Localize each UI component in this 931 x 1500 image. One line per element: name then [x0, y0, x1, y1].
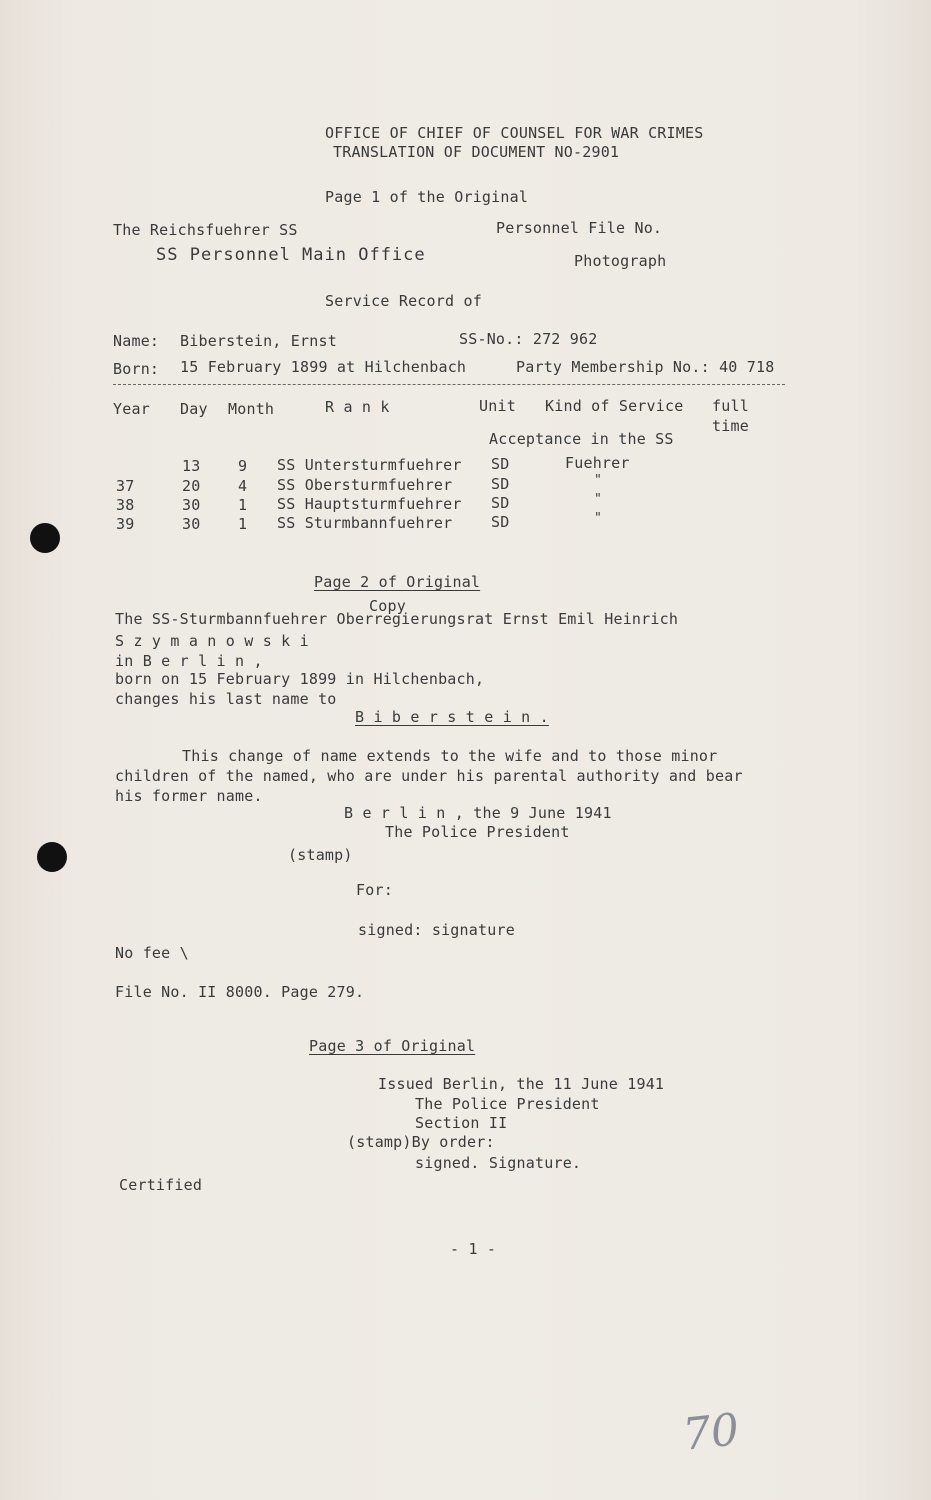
- main-office: SS Personnel Main Office: [156, 245, 426, 265]
- table-row-kind: ": [594, 473, 603, 488]
- acceptance-label: Acceptance in the SS: [489, 430, 674, 448]
- name-value: Biberstein, Ernst: [180, 332, 337, 350]
- table-row-unit: SD: [491, 455, 510, 473]
- photograph-label: Photograph: [574, 252, 667, 270]
- table-row-kind: ": [594, 492, 603, 507]
- header-line-2: TRANSLATION OF DOCUMENT NO-2901: [333, 143, 620, 161]
- place-and-date: B e r l i n , the 9 June 1941: [344, 804, 612, 822]
- table-row-day: 13: [182, 457, 201, 475]
- col-header-rank: R a n k: [325, 398, 390, 416]
- table-row-rank: SS Sturmbannfuehrer: [277, 514, 453, 532]
- table-row-kind: ": [594, 511, 603, 526]
- police-president: The Police President: [385, 823, 570, 841]
- page2-line-4: born on 15 February 1899 in Hilchenbach,: [115, 670, 485, 688]
- table-row-month: 9: [238, 457, 248, 475]
- col-header-full: full: [712, 397, 749, 415]
- page2-paragraph-1: This change of name extends to the wife and to those minor: [182, 747, 718, 765]
- col-header-unit: Unit: [479, 397, 516, 415]
- page1-heading: Page 1 of the Original: [325, 188, 529, 206]
- header-line-1: OFFICE OF CHIEF OF COUNSEL FOR WAR CRIMES: [325, 124, 704, 142]
- page2-line-5: changes his last name to: [115, 690, 337, 708]
- issuer: The Reichsfuehrer SS: [113, 221, 298, 239]
- table-row-rank: SS Hauptsturmfuehrer: [277, 495, 462, 513]
- page3-signed: signed. Signature.: [415, 1154, 582, 1172]
- table-row-unit: SD: [491, 475, 510, 493]
- handwritten-number: 70: [680, 1404, 742, 1461]
- name-label: Name:: [113, 332, 160, 350]
- table-row-rank: SS Untersturmfuehrer: [277, 456, 462, 474]
- table-row-rank: SS Obersturmfuehrer: [277, 476, 453, 494]
- table-row-month: 4: [238, 477, 248, 495]
- page2-line-1: The SS-Sturmbannfuehrer Oberregierungsrat Ernst Emil Heinrich: [115, 610, 679, 628]
- table-row-day: 30: [182, 515, 201, 533]
- table-row-day: 20: [182, 477, 201, 495]
- table-row-day: 30: [182, 496, 201, 514]
- born-label: Born:: [113, 360, 160, 378]
- no-fee: No fee \: [115, 944, 189, 962]
- col-header-time: time: [712, 417, 749, 435]
- service-record-heading: Service Record of: [325, 292, 482, 310]
- by-order: (stamp)By order:: [347, 1133, 495, 1151]
- table-row-year: 37: [116, 477, 135, 495]
- ss-number: SS-No.: 272 962: [459, 330, 598, 348]
- page2-line-2: S z y m a n o w s k i: [115, 632, 309, 650]
- page3-heading: Page 3 of Original: [309, 1037, 476, 1055]
- col-header-day: Day: [180, 400, 208, 418]
- copy-label: Copy: [369, 597, 406, 615]
- punch-hole-top: [30, 523, 60, 553]
- table-row-year: 39: [116, 515, 135, 533]
- table-row-unit: SD: [491, 494, 510, 512]
- table-row-month: 1: [238, 515, 248, 533]
- page3-police-president: The Police President: [415, 1095, 600, 1113]
- dashed-separator: [113, 384, 785, 385]
- page2-heading: Page 2 of Original: [314, 573, 481, 591]
- issued-line: Issued Berlin, the 11 June 1941: [378, 1075, 665, 1093]
- table-row-unit: SD: [491, 513, 510, 531]
- new-surname: B i b e r s t e i n .: [355, 708, 549, 726]
- page2-paragraph-3: his former name.: [115, 787, 263, 805]
- punch-hole-bottom: [37, 842, 67, 872]
- col-header-year: Year: [113, 400, 150, 418]
- table-row-month: 1: [238, 496, 248, 514]
- page-number: - 1 -: [450, 1240, 497, 1258]
- signed-signature: signed: signature: [358, 921, 515, 939]
- for-label: For:: [356, 881, 393, 899]
- col-header-month: Month: [228, 400, 275, 418]
- section-label: Section II: [415, 1114, 508, 1132]
- table-row-kind: Fuehrer: [565, 454, 630, 472]
- stamp-note: (stamp): [288, 846, 353, 864]
- col-header-kind-of-service: Kind of Service: [545, 397, 684, 415]
- file-number: File No. II 8000. Page 279.: [115, 983, 365, 1001]
- certified-label: Certified: [119, 1176, 203, 1194]
- born-value: 15 February 1899 at Hilchenbach: [180, 358, 467, 376]
- page2-paragraph-2: children of the named, who are under his parental authority and bear: [115, 767, 743, 785]
- party-membership-number: Party Membership No.: 40 718: [516, 358, 775, 376]
- page2-line-3: in B e r l i n ,: [115, 652, 263, 670]
- personnel-file-label: Personnel File No.: [496, 219, 663, 237]
- table-row-year: 38: [116, 496, 135, 514]
